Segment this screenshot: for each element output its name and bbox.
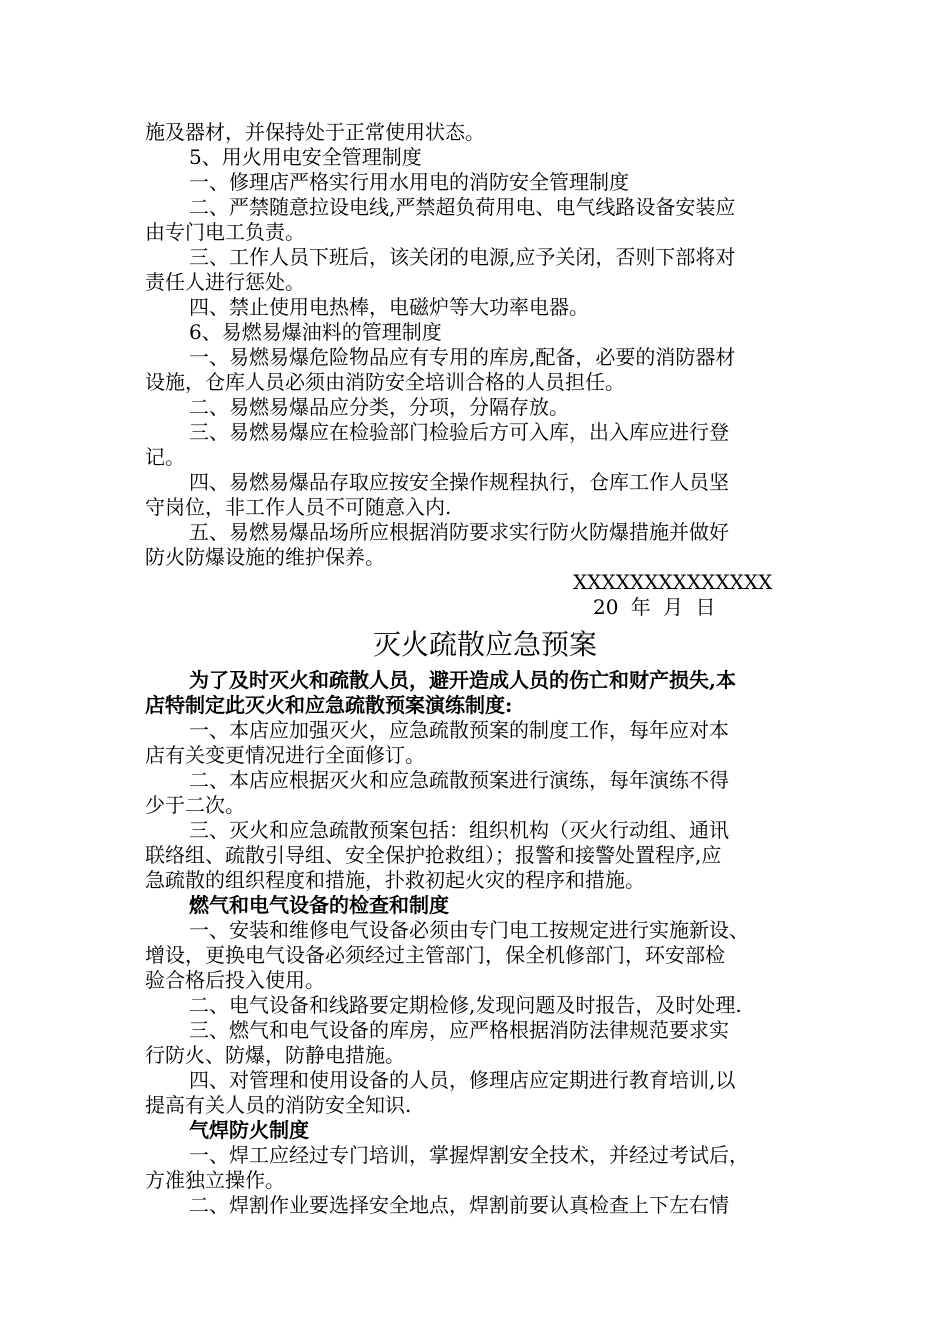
document-title: 灭火疏散应急预案 [372,628,597,661]
section-heading-line: 燃气和电气设备的检查和制度 [189,893,449,917]
text-line: 一、修理店严格实行用水用电的消防安全管理制度 [189,170,629,194]
text-line: 二、焊割作业要选择安全地点，焊割前要认真检查上下左右情 [189,1193,729,1217]
text-line: 四、禁止使用电热棒，电磁炉等大功率电器。 [189,295,589,319]
section-heading-line: 店特制定此灭火和应急疏散预案演练制度: [145,693,513,717]
document-page [145,120,825,1218]
text-line: 责任人进行惩处。 [145,270,305,294]
text-line: 三、燃气和电气设备的库房，应严格根据消防法律规范要求实 [189,1018,729,1042]
signature-organization: XXXXXXXXXXXXXX [573,570,773,594]
text-line: 联络组、疏散引导组、安全保护抢救组）；报警和接警处置程序,应 [145,843,722,867]
text-line: 少于二次。 [145,793,245,817]
text-line: 二、严禁随意拉设电线,严禁超负荷用电、电气线路设备安装应 [189,195,736,219]
text-line: 一、本店应加强灭火，应急疏散预案的制度工作，每年应对本 [189,718,729,742]
text-line: 守岗位，非工作人员不可随意入内. [145,495,452,519]
text-line: 记。 [145,445,185,469]
text-line: 二、本店应根据灭火和应急疏散预案进行演练，每年演练不得 [189,768,729,792]
text-line: 四、易燃易爆品存取应按安全操作规程执行，仓库工作人员坚 [189,470,729,494]
text-line: 行防火、防爆，防静电措施。 [145,1043,405,1067]
text-line: 四、对管理和使用设备的人员，修理店应定期进行教育培训,以 [189,1068,736,1092]
text-line: 一、安装和维修电气设备必须由专门电工按规定进行实施新设、 [189,918,749,942]
text-line: 施及器材，并保持处于正常使用状态。 [145,120,485,144]
text-line: 一、焊工应经过专门培训，掌握焊割安全技术，并经过考试后， [189,1143,749,1167]
text-line: 急疏散的组织程度和措施，扑救初起火灾的程序和措施。 [145,868,645,892]
text-line: 五、易燃易爆品场所应根据消防要求实行防火防爆措施并做好 [189,520,729,544]
text-line: 二、电气设备和线路要定期检修,发现问题及时报告，及时处理. [189,993,742,1017]
text-line: 由专门电工负责。 [145,220,305,244]
text-line: 提高有关人员的消防安全知识. [145,1093,412,1117]
fire-electric-rules-section [145,120,825,570]
text-line: 三、工作人员下班后，该关闭的电源,应予关闭，否则下部将对 [189,245,736,269]
signature-date: 20 年 月 日 [593,595,716,619]
text-line: 店有关变更情况进行全面修订。 [145,743,425,767]
section-heading-line: 气焊防火制度 [189,1118,309,1142]
text-line: 增设，更换电气设备必须经过主管部门，保全机修部门，环安部检 [145,943,725,967]
section-heading-line: 为了及时灭火和疏散人员，避开造成人员的伤亡和财产损失,本 [189,668,736,692]
evacuation-plan-section [145,668,825,1218]
text-line: 三、易燃易爆应在检验部门检验后方可入库，出入库应进行登 [189,420,729,444]
text-line: 6、易燃易爆油料的管理制度 [189,320,442,344]
text-line: 防火防爆设施的维护保养。 [145,545,385,569]
text-line: 5、用火用电安全管理制度 [189,145,422,169]
text-line: 二、易燃易爆品应分类，分项，分隔存放。 [189,395,569,419]
text-line: 一、易燃易爆危险物品应有专用的库房,配备，必要的消防器材 [189,345,736,369]
text-line: 方准独立操作。 [145,1168,285,1192]
text-line: 设施，仓库人员必须由消防安全培训合格的人员担任。 [145,370,625,394]
text-line: 三、灭火和应急疏散预案包括：组织机构（灭火行动组、通讯 [189,818,729,842]
text-line: 验合格后投入使用。 [145,968,325,992]
